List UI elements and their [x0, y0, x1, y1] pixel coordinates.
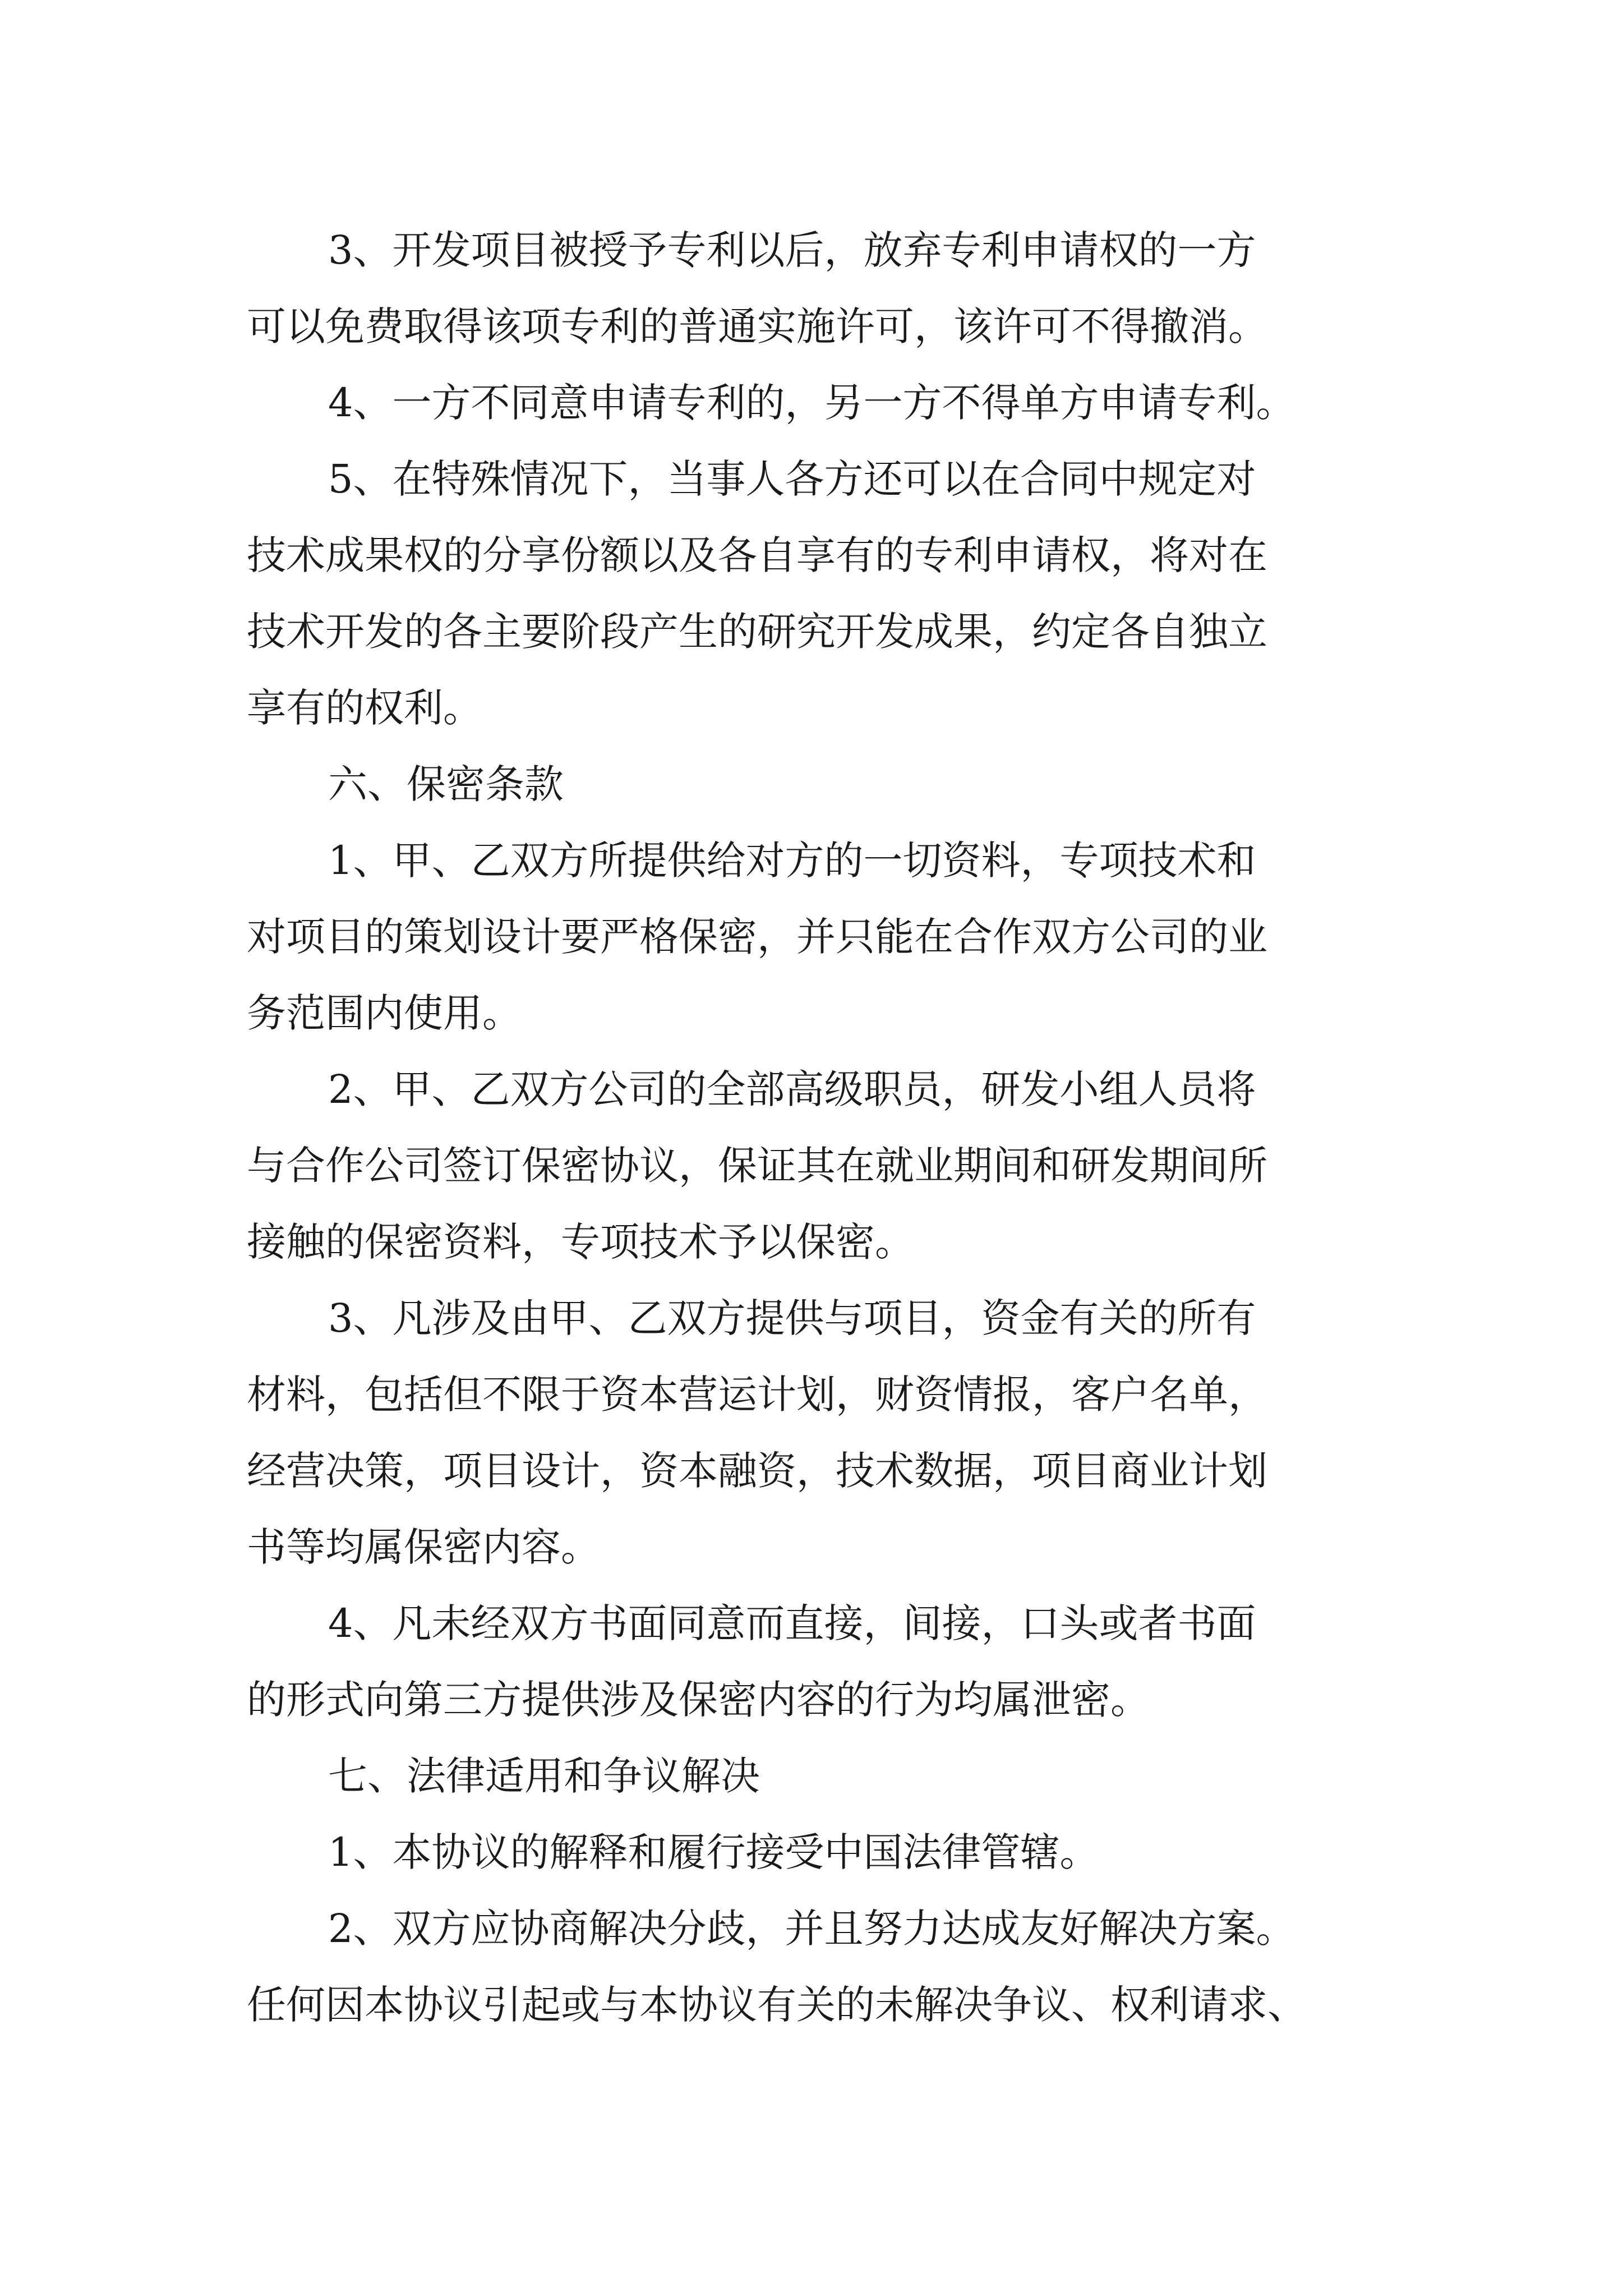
line-text: 可以免费取得该项专利的普通实施许可，该许可不得撤消。 [247, 303, 1267, 349]
paragraph-line [247, 441, 1391, 517]
line-text: 享有的权利。 [247, 685, 482, 731]
paragraph-line [247, 670, 1391, 746]
line-text: 2、甲、乙双方公司的全部高级职员，研发小组人员将 [328, 1066, 1256, 1112]
paragraph-line [247, 1662, 1391, 1738]
line-text: 经营决策，项目设计，资本融资，技术数据，项目商业计划 [247, 1448, 1267, 1494]
line-text: 4、一方不同意申请专利的，另一方不得单方申请专利。 [328, 380, 1295, 426]
paragraph-line [247, 1890, 1391, 1967]
line-text: 与合作公司签订保密协议，保证其在就业期间和研发期间所 [247, 1143, 1267, 1189]
line-text: 5、在特殊情况下，当事人各方还可以在合同中规定对 [328, 456, 1256, 502]
paragraph-line [247, 1585, 1391, 1662]
paragraph-line [247, 1509, 1391, 1585]
paragraph-line [247, 593, 1391, 670]
line-text: 的形式向第三方提供涉及保密内容的行为均属泄密。 [247, 1677, 1150, 1723]
paragraph-line [247, 1967, 1391, 2043]
line-text: 3、凡涉及由甲、乙双方提供与项目，资金有关的所有 [328, 1295, 1256, 1341]
line-text: 接触的保密资料，专项技术予以保密。 [247, 1219, 914, 1265]
paragraph-line [247, 365, 1391, 441]
line-text: 4、凡未经双方书面同意而直接，间接，口头或者书面 [328, 1600, 1256, 1646]
paragraph-line [247, 822, 1391, 899]
line-text: 1、甲、乙双方所提供给对方的一切资料，专项技术和 [328, 838, 1256, 884]
document-body [247, 212, 1391, 2043]
paragraph-line [247, 1204, 1391, 1280]
line-text: 3、开发项目被授予专利以后，放弃专利申请权的一方 [328, 227, 1256, 273]
paragraph-line [247, 1280, 1391, 1356]
line-text: 技术成果权的分享份额以及各自享有的专利申请权，将对在 [247, 532, 1267, 578]
paragraph-line [247, 517, 1391, 593]
line-text: 任何因本协议引起或与本协议有关的未解决争议、权利请求、 [247, 1982, 1307, 2028]
paragraph-line [247, 975, 1391, 1051]
paragraph-line [247, 1356, 1391, 1433]
line-text: 书等均属保密内容。 [247, 1524, 600, 1570]
line-text: 六、保密条款 [328, 761, 564, 807]
paragraph-line [247, 1433, 1391, 1509]
paragraph-line [247, 1814, 1391, 1890]
line-text: 对项目的策划设计要严格保密，并只能在合作双方公司的业 [247, 914, 1267, 960]
line-text: 2、双方应协商解决分歧，并且努力达成友好解决方案。 [328, 1906, 1295, 1952]
line-text: 1、本协议的解释和履行接受中国法律管辖。 [328, 1829, 1099, 1875]
paragraph-line [247, 1738, 1391, 1814]
line-text: 七、法律适用和争议解决 [328, 1753, 760, 1799]
line-text: 技术开发的各主要阶段产生的研究开发成果，约定各自独立 [247, 609, 1267, 655]
line-text: 务范围内使用。 [247, 990, 522, 1036]
paragraph-line [247, 1128, 1391, 1204]
paragraph-line [247, 746, 1391, 822]
paragraph-line [247, 899, 1391, 975]
paragraph-line [247, 1051, 1391, 1128]
paragraph-line [247, 212, 1391, 288]
line-text: 材料，包括但不限于资本营运计划，财资情报，客户名单， [247, 1372, 1267, 1418]
paragraph-line [247, 288, 1391, 365]
